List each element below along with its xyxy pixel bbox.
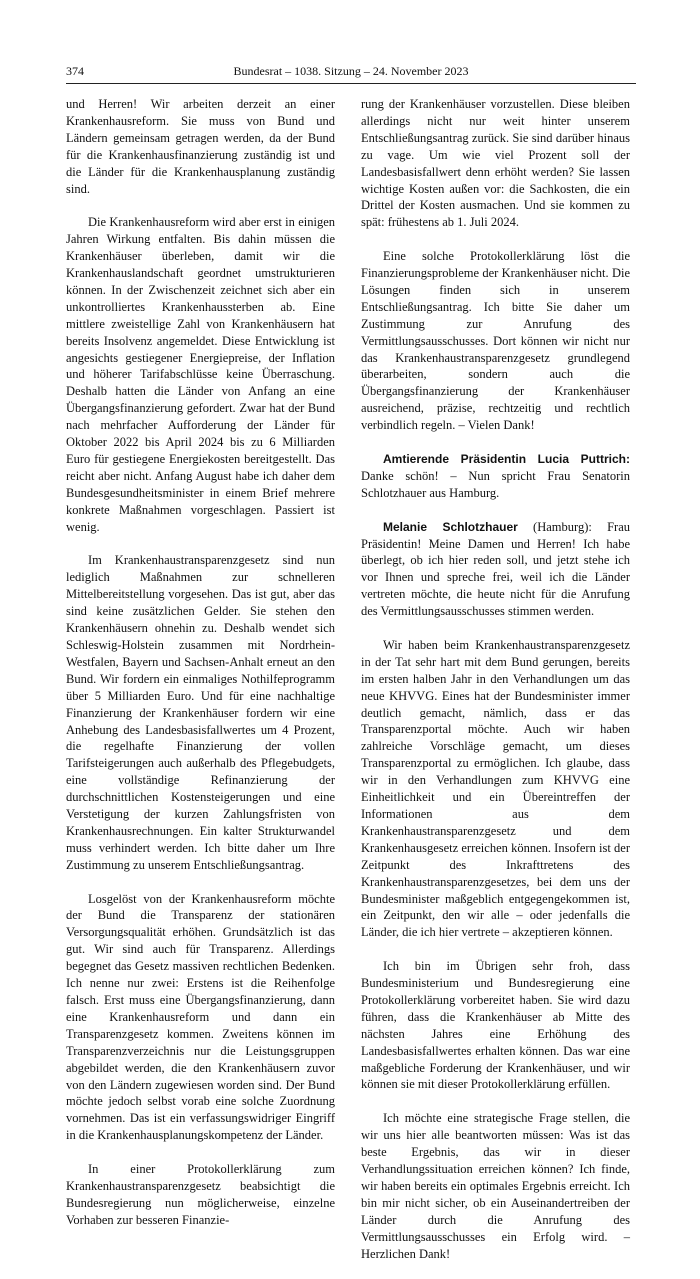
paragraph: Eine solche Protokollerklärung löst die Finanzierungsprobleme der Krankenhäuser nicht. Die Lösungen finden sich in unserem Entschließungsantrag. Ich bitte Sie daher um Zustimmung zur Anrufung des Vermittlungsausschusses. Dort können wir nicht nur das Krankenhaustransparenzgesetz grundlegend überarbeiten, sondern auch die Übergangsfinanzierung der Krankenhäuser ausreichend, präzise, rechtzeitig und rechtlich verbindlich regeln. – Vielen Dank!: [361, 249, 630, 433]
paragraph: Losgelöst von der Krankenhausreform möchte der Bund die Transparenz der stationären Versorgungsqualität erhöhen. Grundsätzlich ist das gut. Wir sind auch für Transparenz. Allerdings begegnet das Gesetz massiven rechtlichen Bedenken. Ich nenne nur zwei: Erstens ist die Reihenfolge falsch. Erst muss eine Übergangsfinanzierung, dann eine Krankenhausreform und dann ein Transparenzgesetz kommen. Zweitens können im Transparenzverzeichnis nur die Leistungsgruppen abgebildet werden, die den Krankenhäusern zuvor von den Ländern zugewiesen worden sind. Der Bund möchte jedoch selbst vorab eine solche Zuordnung vornehmen. Das ist ein verfassungswidriger Eingriff in die Krankenhausplanungskompetenz der Länder.: [66, 891, 335, 1143]
paragraph: Die Krankenhausreform wird aber erst in einigen Jahren Wirkung entfalten. Bis dahin müssen die Krankenhäuser überleben, damit wir die Krankenhauslandschaft geordnet umstrukturieren können. In der Zwischenzeit zeichnet sich aber ein unkontrolliertes Krankenhaussterben ab. Eine mittlere zweistellige Zahl von Krankenhäusern hat bereits Insolvenz angemeldet. Diese Entwicklung ist angesichts gestiegener Energiepreise, der Inflation und höherer Tarifabschlüsse keine Überraschung. Deshalb hatten die Länder von Anfang an eine Übergangsfinanzierung gefordert. Zwar hat der Bund nach mehrfacher Aufforderung der Länder für Oktober 2022 bis April 2024 bis zu 6 Milliarden Euro für gestiegene Energiekosten bereitgestellt. Das reicht aber nicht. Anfang August habe ich daher dem Bundesgesundheitsminister in einem Brief mehrere konkrete Maßnahmen vorgeschlagen. Passiert ist wenig.: [66, 215, 335, 534]
speaker-name: Amtierende Präsidentin Lucia Puttrich:: [383, 452, 630, 466]
speaker-paragraph: [361, 451, 630, 502]
speaker-name: Melanie Schlotzhauer: [383, 519, 518, 534]
speech-text: Frau Präsidentin! Meine Damen und Herren! Ich habe überlegt, ob ich hier reden soll, und jetzt stehe ich vor Ihnen und spreche frei, weil ich die Länder vertreten möchte, die heute nicht für die Anrufung des Vermittlungsausschusses stimmen werden.: [361, 519, 630, 619]
right-column: [361, 96, 630, 1279]
paragraph: Ich bin im Übrigen sehr froh, dass Bundesministerium und Bundesregierung eine Protokollerklärung vorbereitet haben. Sie wird dazu führen, dass die Krankenhäuser ab Mitte des nächsten Jahres eine Erhöhung des Landesbasisfallwertes erhalten können. Das war eine maßgebliche Forderung der Krankenhäuser, und wir können sie mit dieser Protokollerklärung erfüllen.: [361, 959, 630, 1092]
left-column: [66, 96, 335, 1246]
speaker-affiliation: (Hamburg):: [517, 519, 592, 534]
speech-text: Danke schön! – Nun spricht Frau Senatorin Schlotzhauer aus Hamburg.: [361, 468, 630, 500]
paragraph: und Herren! Wir arbeiten derzeit an einer Krankenhausreform. Sie muss von Bund und Ländern gemeinsam getragen werden, da der Bund für die Krankenhausfinanzierung zuständig ist und die Länder für die Krankenhausplanung zuständig sind.: [66, 97, 335, 196]
paragraph: rung der Krankenhäuser vorzustellen. Diese bleiben allerdings nicht nur weit hinter unserem Entschließungsantrag zurück. Sie sind darüber hinaus zu vage. Um wie viel Prozent soll der Landesbasisfallwert denn erhöht werden? Sie lassen wichtige Kosten außen vor: die Sachkosten, die ein Drittel der Kosten ausmachen. Und sie kommen zu spät: frühestens ab 1. Juli 2024.: [361, 97, 630, 230]
paragraph: Wir haben beim Krankenhaustransparenzgesetz in der Tat sehr hart mit dem Bund gerungen, bereits im ersten halben Jahr in den Verhandlungen um das neue KHVVG. Eines hat der Bundesminister immer deutlich gemacht, nämlich, dass er das Transparenzportal möchte. Auch wir haben zahlreiche Vorschläge gemacht, um dieses Transparenzportal zu ermöglichen. Ich glaube, dass wir in den Verhandlungen zum KHVVG eine Einheitlichkeit und ein Übereintreffen der Informationen aus dem Krankenhaustransparenzgesetz und dem Krankenhausgesetz erreichen können. Insofern ist der Zeitpunkt des Inkrafttretens des Krankenhaustransparenzgesetzes, bei dem uns der Bundesminister maßgeblich entgegengekommen ist, ein Zeitpunkt, den wir alle – oder jedenfalls die Länder, die ich hier vertrete – akzeptieren können.: [361, 637, 630, 940]
page-number: 374: [66, 64, 84, 78]
header-rule: [66, 83, 636, 84]
paragraph: In einer Protokollerklärung zum Krankenhaustransparenzgesetz beabsichtigt die Bundesregierung nun möglicherweise, einzelne Vorhaben zur besseren Finanzie-: [66, 1162, 335, 1227]
speaker-paragraph: [361, 519, 630, 620]
running-title: Bundesrat – 1038. Sitzung – 24. November 2023: [233, 64, 469, 78]
paragraph: Im Krankenhaustransparenzgesetz sind nun lediglich Maßnahmen zur schnelleren Mittelbereitstellung vorgesehen. Das ist gut, aber das sind keine zusätzlichen Gelder. Sie stehen den Krankenhäusern ohnehin zu. Deshalb wendet sich Schleswig-Holstein zusammen mit Nordrhein-Westfalen, Bayern und Sachsen-Anhalt erneut an den Bund. Wir fordern ein einmaliges Nothilfeprogramm über 5 Milliarden Euro. Und für eine nachhaltige Finanzierung der Krankenhäuser fordern wir eine Anhebung des Landesbasisfallwertes um 4 Prozent, die regelhafte Finanzierung der vollen Tarifsteigerungen auch außerhalb des Pflegebudgets, eine vollständige Refinanzierung der durchschnittlichen Kostensteigerungen und eine Verstetigung der kurzen Zahlungsfristen von Krankenhausrechnungen. Ein kalter Strukturwandel muss verhindert werden. Ich bitte daher um Ihre Zustimmung zu unserem Entschließungsantrag.: [66, 553, 335, 872]
paragraph: Ich möchte eine strategische Frage stellen, die wir uns hier alle beantworten müssen: Was ist das beste Ergebnis, das wir in dieser Verhandlungssituation erreichen können? Ich finde, wir haben bereits ein optimales Ergebnis erreicht. Ich bin mir nicht sicher, ob ein Auseinandertreiben der Länder durch die Anrufung des Vermittlungsausschusses ein Erfolg wird. – Herzlichen Dank!: [361, 1111, 630, 1261]
page-header: [66, 64, 636, 80]
